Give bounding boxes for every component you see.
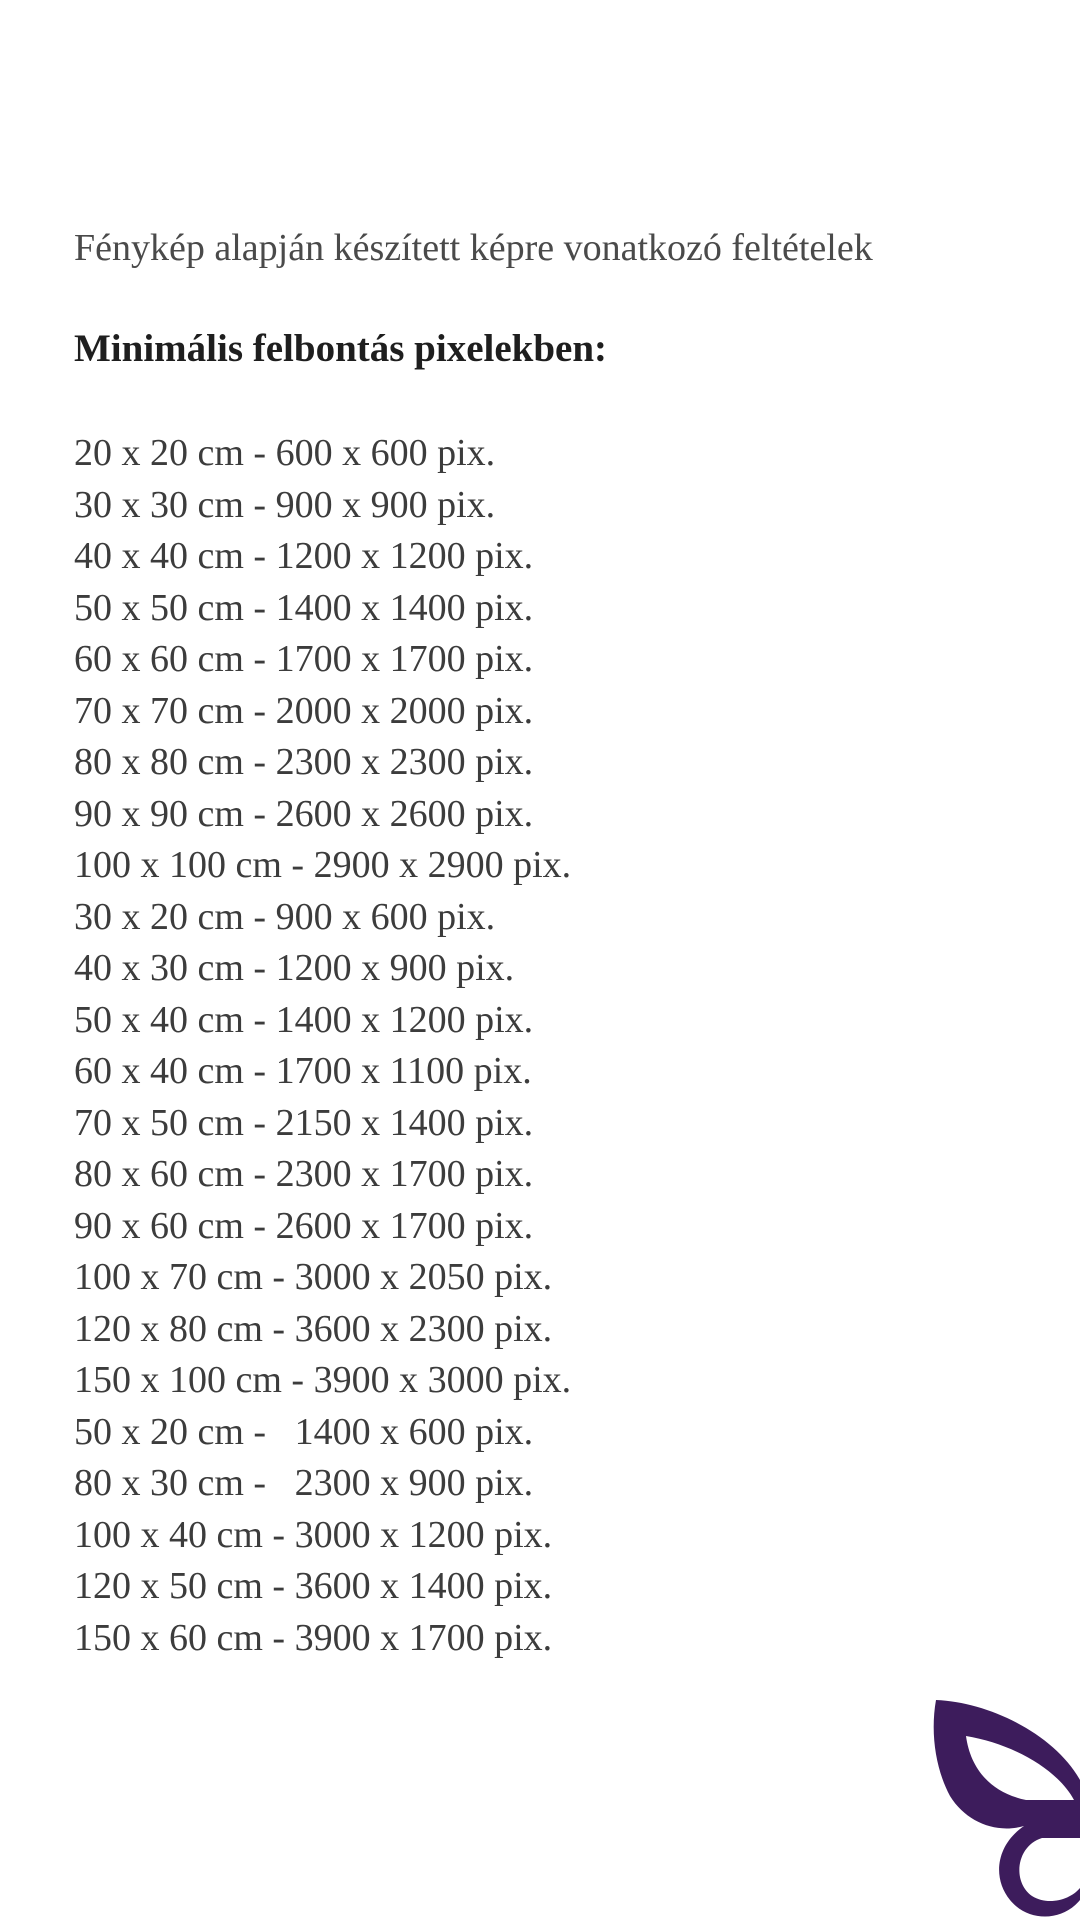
size-row: 40 x 40 cm - 1200 x 1200 pix.	[74, 535, 534, 577]
size-row: 50 x 20 cm - 1400 x 600 pix.	[74, 1410, 534, 1453]
size-row: 100 x 100 cm - 2900 x 2900 pix.	[74, 844, 572, 886]
size-row: 60 x 40 cm - 1700 x 1100 pix.	[74, 1050, 532, 1092]
size-row: 30 x 30 cm - 900 x 900 pix.	[74, 483, 496, 526]
size-row: 40 x 30 cm - 1200 x 900 pix.	[74, 947, 515, 989]
size-row: 20 x 20 cm - 600 x 600 pix.	[74, 432, 496, 474]
size-row: 80 x 80 cm - 2300 x 2300 pix.	[74, 741, 534, 783]
size-row: 150 x 60 cm - 3900 x 1700 pix.	[74, 1616, 553, 1659]
size-row: 70 x 70 cm - 2000 x 2000 pix.	[74, 689, 534, 732]
size-row: 150 x 100 cm - 3900 x 3000 pix.	[74, 1359, 572, 1401]
size-row: 120 x 50 cm - 3600 x 1400 pix.	[74, 1565, 553, 1607]
size-list	[74, 428, 1034, 1664]
intro-text: Fénykép alapján készített képre vonatkozó feltételek	[74, 227, 873, 269]
size-row: 90 x 90 cm - 2600 x 2600 pix.	[74, 792, 534, 835]
size-row: 50 x 40 cm - 1400 x 1200 pix.	[74, 998, 534, 1041]
size-row: 70 x 50 cm - 2150 x 1400 pix.	[74, 1101, 534, 1144]
size-row: 100 x 40 cm - 3000 x 1200 pix.	[74, 1513, 553, 1556]
size-row: 120 x 80 cm - 3600 x 2300 pix.	[74, 1307, 553, 1350]
butterfly-wing-logo-icon	[930, 1700, 1080, 1920]
size-row: 80 x 60 cm - 2300 x 1700 pix.	[74, 1153, 534, 1195]
size-row: 50 x 50 cm - 1400 x 1400 pix.	[74, 586, 534, 629]
size-row: 60 x 60 cm - 1700 x 1700 pix.	[74, 638, 534, 680]
document-body	[74, 226, 1034, 1664]
size-row: 30 x 20 cm - 900 x 600 pix.	[74, 895, 496, 938]
size-row: 100 x 70 cm - 3000 x 2050 pix.	[74, 1256, 553, 1298]
size-row: 90 x 60 cm - 2600 x 1700 pix.	[74, 1204, 534, 1247]
size-row: 80 x 30 cm - 2300 x 900 pix.	[74, 1462, 534, 1504]
section-heading: Minimális felbontás pixelekben:	[74, 327, 608, 370]
